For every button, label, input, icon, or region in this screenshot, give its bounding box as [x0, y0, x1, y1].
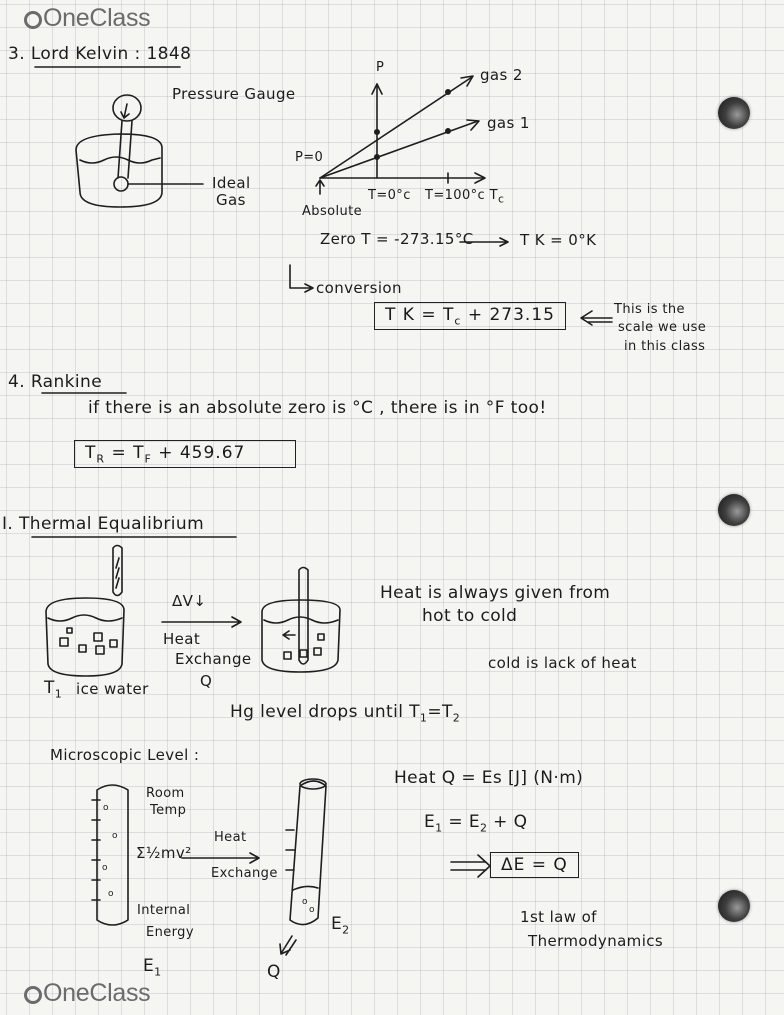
rankine-formula-mid: = T — [105, 443, 145, 463]
heat-exchange-arrow — [162, 617, 241, 627]
graph-p-axis-label: P — [376, 60, 385, 75]
q-out-arrow — [280, 936, 296, 955]
internal-label: Internal — [137, 903, 191, 918]
heat-flow-line-1: Heat is always given from — [380, 583, 611, 603]
graph-gas1-line — [320, 121, 478, 178]
ideal-gas-label-2: Gas — [216, 191, 246, 209]
heat-flow-line-2: hot to cold — [422, 606, 518, 626]
molecule-mark: o — [112, 831, 118, 841]
scale-note-3: in this class — [624, 339, 706, 354]
kelvin-formula-box — [374, 302, 566, 330]
scale-note-2: scale we use — [618, 320, 707, 335]
ice-cube — [284, 652, 291, 659]
rankine-formula-sub1: R — [96, 452, 106, 466]
ice-cube — [60, 638, 68, 646]
micro-tube-left — [97, 785, 128, 925]
first-law-label-2: Thermodynamics — [528, 932, 664, 950]
ice-water-surface — [48, 615, 122, 621]
hg-level-main: Hg level drops until T — [230, 702, 420, 722]
energy-equation — [424, 812, 527, 834]
kelvin-zero-label: T K = 0°K — [520, 231, 597, 249]
ice-cube — [67, 628, 72, 633]
ice-cube — [300, 650, 307, 657]
ice-cube — [94, 633, 102, 641]
rankine-formula-text: T — [85, 443, 97, 463]
first-law-label-1: 1st law of — [520, 908, 597, 926]
brand-text: OneClass — [43, 4, 151, 32]
q-label: Q — [200, 672, 213, 690]
rankine-formula-sub2: F — [144, 452, 152, 466]
t1-sub: 1 — [54, 687, 63, 701]
gauge-tube — [118, 121, 132, 178]
room-label: Room — [146, 786, 185, 801]
scale-note-1: This is the — [614, 302, 685, 317]
micro-title: Microscopic Level : — [50, 746, 200, 764]
note-arrow — [581, 311, 612, 325]
section-5-heading: I. Thermal Equalibrium — [2, 514, 205, 534]
cold-definition: cold is lack of heat — [488, 654, 637, 672]
graph-p0-label: P=0 — [295, 150, 324, 165]
kelvin-formula-rest: + 273.15 — [461, 305, 555, 325]
molecule-mark: o — [309, 905, 315, 915]
hg-level-text — [230, 702, 460, 724]
heat-equation: Heat Q = Es [J] (N·m) — [394, 768, 584, 788]
molecule-mark: o — [102, 863, 108, 873]
graph-point — [375, 155, 379, 159]
molecule-mark: o — [302, 897, 308, 907]
e2-sub: 2 — [342, 923, 350, 937]
mixed-beaker — [262, 600, 340, 672]
ice-water-label: ice water — [76, 680, 149, 698]
graph-t100-text: T=100°c T — [425, 188, 498, 203]
absolute-label: Absolute — [302, 204, 363, 219]
ideal-gas-label-1: Ideal — [212, 174, 251, 192]
energy-eq-sub2: 2 — [479, 821, 488, 835]
micro-fill-right — [293, 886, 318, 890]
graph-gas1-label: gas 1 — [487, 114, 530, 132]
molecule-mark: o — [103, 803, 109, 813]
rankine-formula-box — [74, 440, 296, 468]
brand-text: OneClass — [43, 979, 151, 1007]
heat-label: Heat — [163, 630, 201, 648]
hg-level-sub2: 2 — [452, 711, 461, 725]
zero-temperature-label: Zero T = -273.15°C — [320, 230, 474, 248]
hg-level-eq: =T — [427, 702, 453, 722]
micro-exchange-label: Exchange — [211, 866, 278, 881]
rankine-text: if there is an absolute zero is °C , there is in °F too! — [88, 398, 547, 418]
energy-eq-rest: + Q — [487, 812, 528, 832]
kinetic-energy-label: Σ½mv² — [136, 844, 192, 862]
graph-gas2-label: gas 2 — [480, 66, 523, 84]
molecule-mark: o — [108, 889, 114, 899]
e2-text: E — [331, 914, 343, 934]
kelvin-formula-sub: c — [454, 314, 462, 328]
t1-text: T — [44, 678, 55, 698]
exchange-label: Exchange — [175, 650, 252, 668]
thermometer-fill — [116, 558, 119, 588]
q-out-label: Q — [267, 962, 281, 982]
mixed-water-surface — [264, 617, 338, 623]
e1-sub: 1 — [154, 965, 162, 979]
temp-label: Temp — [150, 803, 187, 818]
t1-label — [44, 678, 62, 700]
energy-eq-text: E — [424, 812, 436, 832]
graph-point — [375, 130, 379, 134]
energy-eq-sub1: 1 — [435, 821, 443, 835]
conversion-hook — [290, 265, 313, 292]
section-4-heading: 4. Rankine — [8, 372, 103, 392]
hg-level-sub1: 1 — [419, 711, 428, 725]
delta-e-box: ΔE = Q — [490, 852, 579, 878]
gauge-dial-icon — [113, 95, 141, 121]
micro-tube-right — [290, 781, 326, 925]
kelvin-formula-text: T K = T — [385, 305, 455, 325]
gauge-needle — [121, 104, 129, 118]
e2-label — [331, 914, 350, 936]
pressure-gauge-label: Pressure Gauge — [172, 85, 296, 103]
micro-heat-arrow — [182, 853, 259, 863]
graph-t0-label: T=0°c — [368, 188, 411, 203]
delta-v-label: ΔV↓ — [172, 592, 207, 610]
micro-ticks-left — [92, 800, 100, 900]
e1-label — [143, 956, 162, 978]
section-3-heading: 3. Lord Kelvin : 1848 — [8, 44, 192, 64]
rankine-formula-rest: + 459.67 — [151, 443, 246, 463]
graph-t100-label — [425, 188, 504, 206]
gas-bulb — [114, 177, 128, 191]
graph-point — [446, 129, 450, 133]
heat-small-arrow — [283, 631, 295, 639]
ice-cube — [110, 640, 117, 647]
energy-label: Energy — [146, 925, 194, 940]
ice-cube — [79, 645, 86, 652]
e1-text: E — [143, 956, 155, 976]
ice-cube — [96, 646, 104, 654]
micro-ticks-right — [286, 830, 294, 870]
graph-point — [446, 90, 450, 94]
energy-eq-mid: = E — [442, 812, 480, 832]
ice-cube — [318, 634, 324, 640]
micro-heat-label: Heat — [214, 830, 247, 845]
graph-t100-sub: c — [497, 192, 505, 206]
implies-arrow — [451, 855, 490, 877]
ice-beaker — [46, 598, 124, 676]
abs-zero-arrow — [316, 180, 324, 194]
conversion-label: conversion — [316, 279, 402, 297]
ice-cube — [314, 648, 321, 655]
